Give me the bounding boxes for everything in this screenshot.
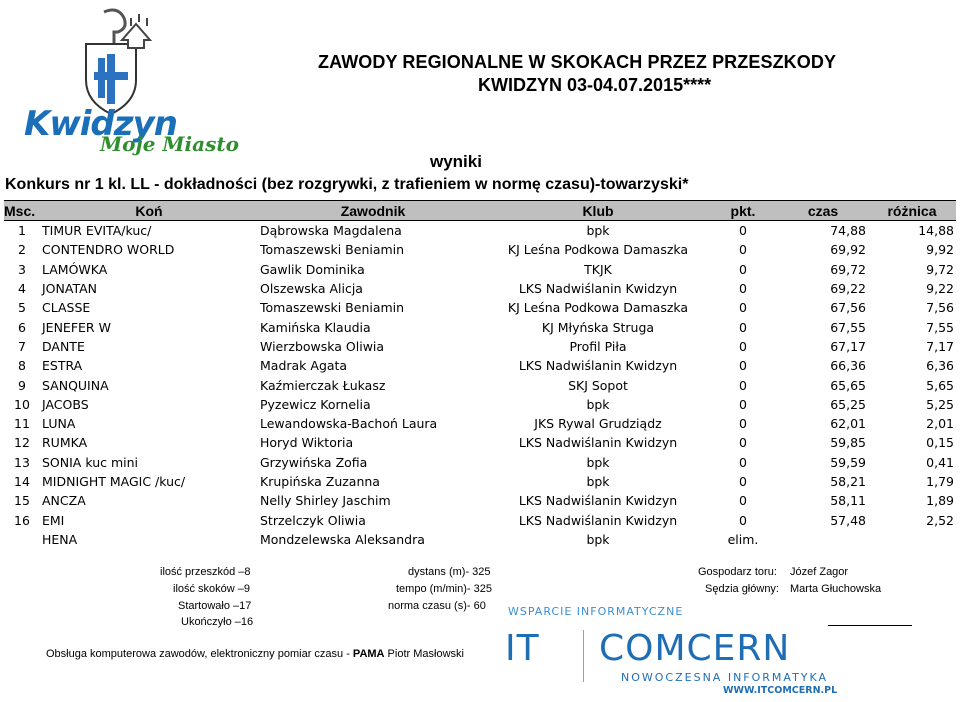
cell-pkt: 0 <box>739 261 747 277</box>
cell-msc: 14 <box>14 474 30 489</box>
sponsor-it: IT <box>505 628 540 669</box>
table-row <box>4 510 956 529</box>
stat-distance: dystans (m)- 325 <box>408 566 491 578</box>
chief-judge-label: Sędzia główny: <box>705 583 779 595</box>
table-row <box>4 395 956 414</box>
table-row <box>4 453 956 472</box>
cell-rider: Kamińska Klaudia <box>260 319 371 335</box>
cell-pkt: 0 <box>739 319 747 335</box>
course-designer-label: Gospodarz toru: <box>698 566 777 578</box>
cell-diff: 1,79 <box>926 474 954 489</box>
cell-diff: 7,55 <box>926 319 954 335</box>
cell-club: KJ Leśna Podkowa Damaszka <box>507 242 689 258</box>
col-header-pkt: pkt. <box>708 201 778 221</box>
cell-czas: 66,36 <box>830 358 866 374</box>
sponsor-comcern: COMCERN <box>599 628 791 669</box>
logo-tagline: Moje Miasto <box>100 132 239 156</box>
kwidzyn-logo <box>8 4 256 166</box>
table-row <box>4 491 956 510</box>
cell-horse: CLASSE <box>42 300 91 316</box>
logo-word: Kwidzyn <box>24 104 177 144</box>
cell-rider: Gawlik Dominika <box>260 261 365 277</box>
stat-tempo: tempo (m/min)- 325 <box>396 583 492 595</box>
cell-horse: TIMUR EVITA/kuc/ <box>42 223 152 239</box>
stat-finished: Ukończyło –16 <box>181 616 254 628</box>
cell-pkt: 0 <box>739 300 747 316</box>
cell-rider: Kaźmierczak Łukasz <box>260 377 386 393</box>
cell-diff: 1,89 <box>926 493 954 509</box>
contest-title: Konkurs nr 1 kl. LL - dokładności (bez rozgrywki, z trafieniem w normę czasu)-towarzyski* <box>5 176 689 193</box>
cell-horse: ESTRA <box>42 358 83 374</box>
cell-diff: 5,65 <box>926 377 954 393</box>
cell-pkt: 0 <box>739 454 747 470</box>
table-row <box>4 433 956 452</box>
cell-horse: JENEFER W <box>42 319 111 335</box>
cell-czas: 65,25 <box>830 396 866 412</box>
table-row <box>4 337 956 356</box>
table-row <box>4 530 956 549</box>
cell-horse: MIDNIGHT MAGIC /kuc/ <box>42 474 186 489</box>
cell-czas: 58,21 <box>830 474 866 489</box>
col-header-czas: czas <box>778 201 868 221</box>
table-row <box>4 317 956 336</box>
cell-rider: Strzelczyk Oliwia <box>260 512 366 528</box>
cell-diff: 7,17 <box>926 338 954 354</box>
col-header-horse: Koń <box>40 201 258 221</box>
cell-msc: 9 <box>18 377 26 393</box>
cell-pkt: 0 <box>739 512 747 528</box>
cell-czas: 58,11 <box>830 493 866 509</box>
cell-horse: SANQUINA <box>42 377 109 393</box>
cell-horse: CONTENDRO WORLD <box>42 242 175 258</box>
cell-club: Profil Piła <box>569 338 627 354</box>
cell-horse: LUNA <box>42 416 76 432</box>
cell-club: LKS Nadwiślanin Kwidzyn <box>518 493 678 509</box>
cell-pkt: 0 <box>739 223 747 239</box>
footer-prefix: Obsługa komputerowa zawodów, elektroniczny pomiar czasu - <box>46 648 353 660</box>
cell-rider: Mondzelewska Aleksandra <box>260 531 425 547</box>
cell-msc: 8 <box>18 358 26 374</box>
cell-msc: 11 <box>14 416 30 432</box>
footer-pama: PAMA <box>352 648 385 660</box>
cell-horse: JONATAN <box>42 281 98 297</box>
cell-club: SKJ Sopot <box>568 377 628 393</box>
cell-diff <box>868 530 956 549</box>
section-title: wyniki <box>430 152 482 171</box>
cell-czas: 67,17 <box>830 338 866 354</box>
cell-pkt: 0 <box>739 338 747 354</box>
cell-club: LKS Nadwiślanin Kwidzyn <box>518 512 678 528</box>
cell-msc: 13 <box>14 454 30 470</box>
cell-rider: Olszewska Alicja <box>260 281 363 297</box>
cell-msc: 2 <box>18 242 26 258</box>
cell-club: bpk <box>586 531 610 547</box>
cell-pkt: 0 <box>739 493 747 509</box>
sponsor-divider <box>583 630 584 682</box>
cell-diff: 14,88 <box>918 223 954 239</box>
cell-rider: Nelly Shirley Jaschim <box>260 493 391 509</box>
cell-pkt: 0 <box>739 281 747 297</box>
sponsor-tagline: WSPARCIE INFORMATYCZNE <box>508 605 684 618</box>
cell-club: LKS Nadwiślanin Kwidzyn <box>518 358 678 374</box>
cell-msc: 16 <box>14 512 30 528</box>
cell-horse: JACOBS <box>42 396 89 412</box>
stat-jumps: ilość skoków –9 <box>173 583 251 595</box>
cell-msc: 4 <box>18 281 26 297</box>
cell-rider: Wierzbowska Oliwia <box>260 338 385 354</box>
cell-club: JKS Rywal Grudziądz <box>534 416 662 432</box>
cell-horse: SONIA kuc mini <box>42 454 139 470</box>
cell-pkt: 0 <box>739 435 747 451</box>
cell-club: KJ Młyńska Struga <box>541 319 655 335</box>
cell-club: bpk <box>586 474 610 489</box>
cell-msc: 7 <box>18 338 26 354</box>
cell-czas: 69,92 <box>830 242 866 258</box>
cell-rider: Tomaszewski Beniamin <box>260 300 405 316</box>
cell-club: LKS Nadwiślanin Kwidzyn <box>518 435 678 451</box>
cell-diff: 2,52 <box>926 512 954 528</box>
cell-czas <box>778 530 868 549</box>
stat-obstacles: ilość przeszkód –8 <box>160 566 251 578</box>
table-row <box>4 260 956 279</box>
cell-diff: 7,56 <box>926 300 954 316</box>
cell-pkt: 0 <box>739 377 747 393</box>
table-row <box>4 414 956 433</box>
col-header-club: Klub <box>488 201 708 221</box>
cell-horse: LAMÓWKA <box>42 261 108 277</box>
cell-diff: 0,15 <box>926 435 954 451</box>
event-subtitle: KWIDZYN 03-04.07.2015**** <box>478 75 712 95</box>
cell-diff: 6,36 <box>926 358 954 374</box>
cell-czas: 59,85 <box>830 435 866 451</box>
table-row <box>4 221 956 241</box>
col-header-msc: Msc. <box>4 201 40 221</box>
cell-czas: 74,88 <box>830 223 866 239</box>
cell-msc: 6 <box>18 319 26 335</box>
cell-czas: 62,01 <box>830 416 866 432</box>
signature-line <box>828 625 912 626</box>
cell-pkt: 0 <box>739 416 747 432</box>
cell-msc: 15 <box>14 493 30 509</box>
cell-club: LKS Nadwiślanin Kwidzyn <box>518 281 678 297</box>
cell-rider: Madrak Agata <box>260 358 348 374</box>
chief-judge-name: Marta Głuchowska <box>790 583 882 595</box>
cell-rider: Tomaszewski Beniamin <box>260 242 405 258</box>
sponsor-url: WWW.ITCOMCERN.PL <box>723 685 838 696</box>
cell-club: bpk <box>586 396 610 412</box>
cell-club: bpk <box>586 223 610 239</box>
cell-pkt: 0 <box>739 474 747 489</box>
cell-rider: Pyzewicz Kornelia <box>260 396 371 412</box>
cell-rider: Dąbrowska Magdalena <box>260 223 402 239</box>
cell-czas: 59,59 <box>830 454 866 470</box>
cell-msc: 12 <box>14 435 30 451</box>
table-row <box>4 298 956 317</box>
course-designer-name: Józef Zagor <box>790 566 849 578</box>
cell-czas: 69,22 <box>830 281 866 297</box>
cell-czas: 65,65 <box>830 377 866 393</box>
table-row <box>4 279 956 298</box>
cell-czas: 57,48 <box>830 512 866 528</box>
cell-horse: EMI <box>42 512 65 528</box>
table-row <box>4 240 956 259</box>
cell-pkt: 0 <box>739 242 747 258</box>
cell-msc: 10 <box>14 396 30 412</box>
cell-czas: 67,55 <box>830 319 866 335</box>
cell-msc <box>4 530 40 549</box>
cell-msc: 5 <box>18 300 26 316</box>
sponsor-subtitle: NOWOCZESNA INFORMATYKA <box>621 671 829 684</box>
cell-msc: 3 <box>18 261 26 277</box>
stat-started: Startowało –17 <box>178 600 252 612</box>
cell-pkt: elim. <box>727 531 759 547</box>
cell-club: bpk <box>586 454 610 470</box>
results-table <box>4 200 956 549</box>
cell-pkt: 0 <box>739 358 747 374</box>
table-row <box>4 356 956 375</box>
table-header <box>4 201 956 221</box>
table-row <box>4 375 956 394</box>
cell-diff: 9,72 <box>926 261 954 277</box>
cell-diff: 0,41 <box>926 454 954 470</box>
cell-rider: Krupińska Zuzanna <box>260 474 380 489</box>
stat-time-norm: norma czasu (s)- 60 <box>388 600 486 612</box>
cell-diff: 9,22 <box>926 281 954 297</box>
cell-club: KJ Leśna Podkowa Damaszka <box>507 300 689 316</box>
sponsor-logo <box>505 622 838 700</box>
cell-diff: 9,92 <box>926 242 954 258</box>
cell-msc: 1 <box>18 223 26 239</box>
col-header-roznica: różnica <box>868 201 956 221</box>
cell-diff: 5,25 <box>926 396 954 412</box>
cell-rider: Horyd Wiktoria <box>260 435 354 451</box>
cell-rider: Lewandowska-Bachoń Laura <box>260 416 438 432</box>
event-title: ZAWODY REGIONALNE W SKOKACH PRZEZ PRZESZKODY <box>318 52 837 72</box>
cell-pkt: 0 <box>739 396 747 412</box>
cell-horse: HENA <box>42 531 78 547</box>
footer-credit <box>46 648 464 660</box>
cell-czas: 67,56 <box>830 300 866 316</box>
cell-club: TKJK <box>584 261 612 277</box>
footer-suffix: Piotr Masłowski <box>384 648 464 660</box>
col-header-rider: Zawodnik <box>258 201 488 221</box>
cell-horse: DANTE <box>42 338 85 354</box>
table-row <box>4 472 956 491</box>
cell-diff: 2,01 <box>926 416 954 432</box>
cell-horse: RUMKA <box>42 435 88 451</box>
cell-horse: ANCZA <box>42 493 86 509</box>
cell-rider: Grzywińska Zofia <box>260 454 368 470</box>
cell-czas: 69,72 <box>830 261 866 277</box>
